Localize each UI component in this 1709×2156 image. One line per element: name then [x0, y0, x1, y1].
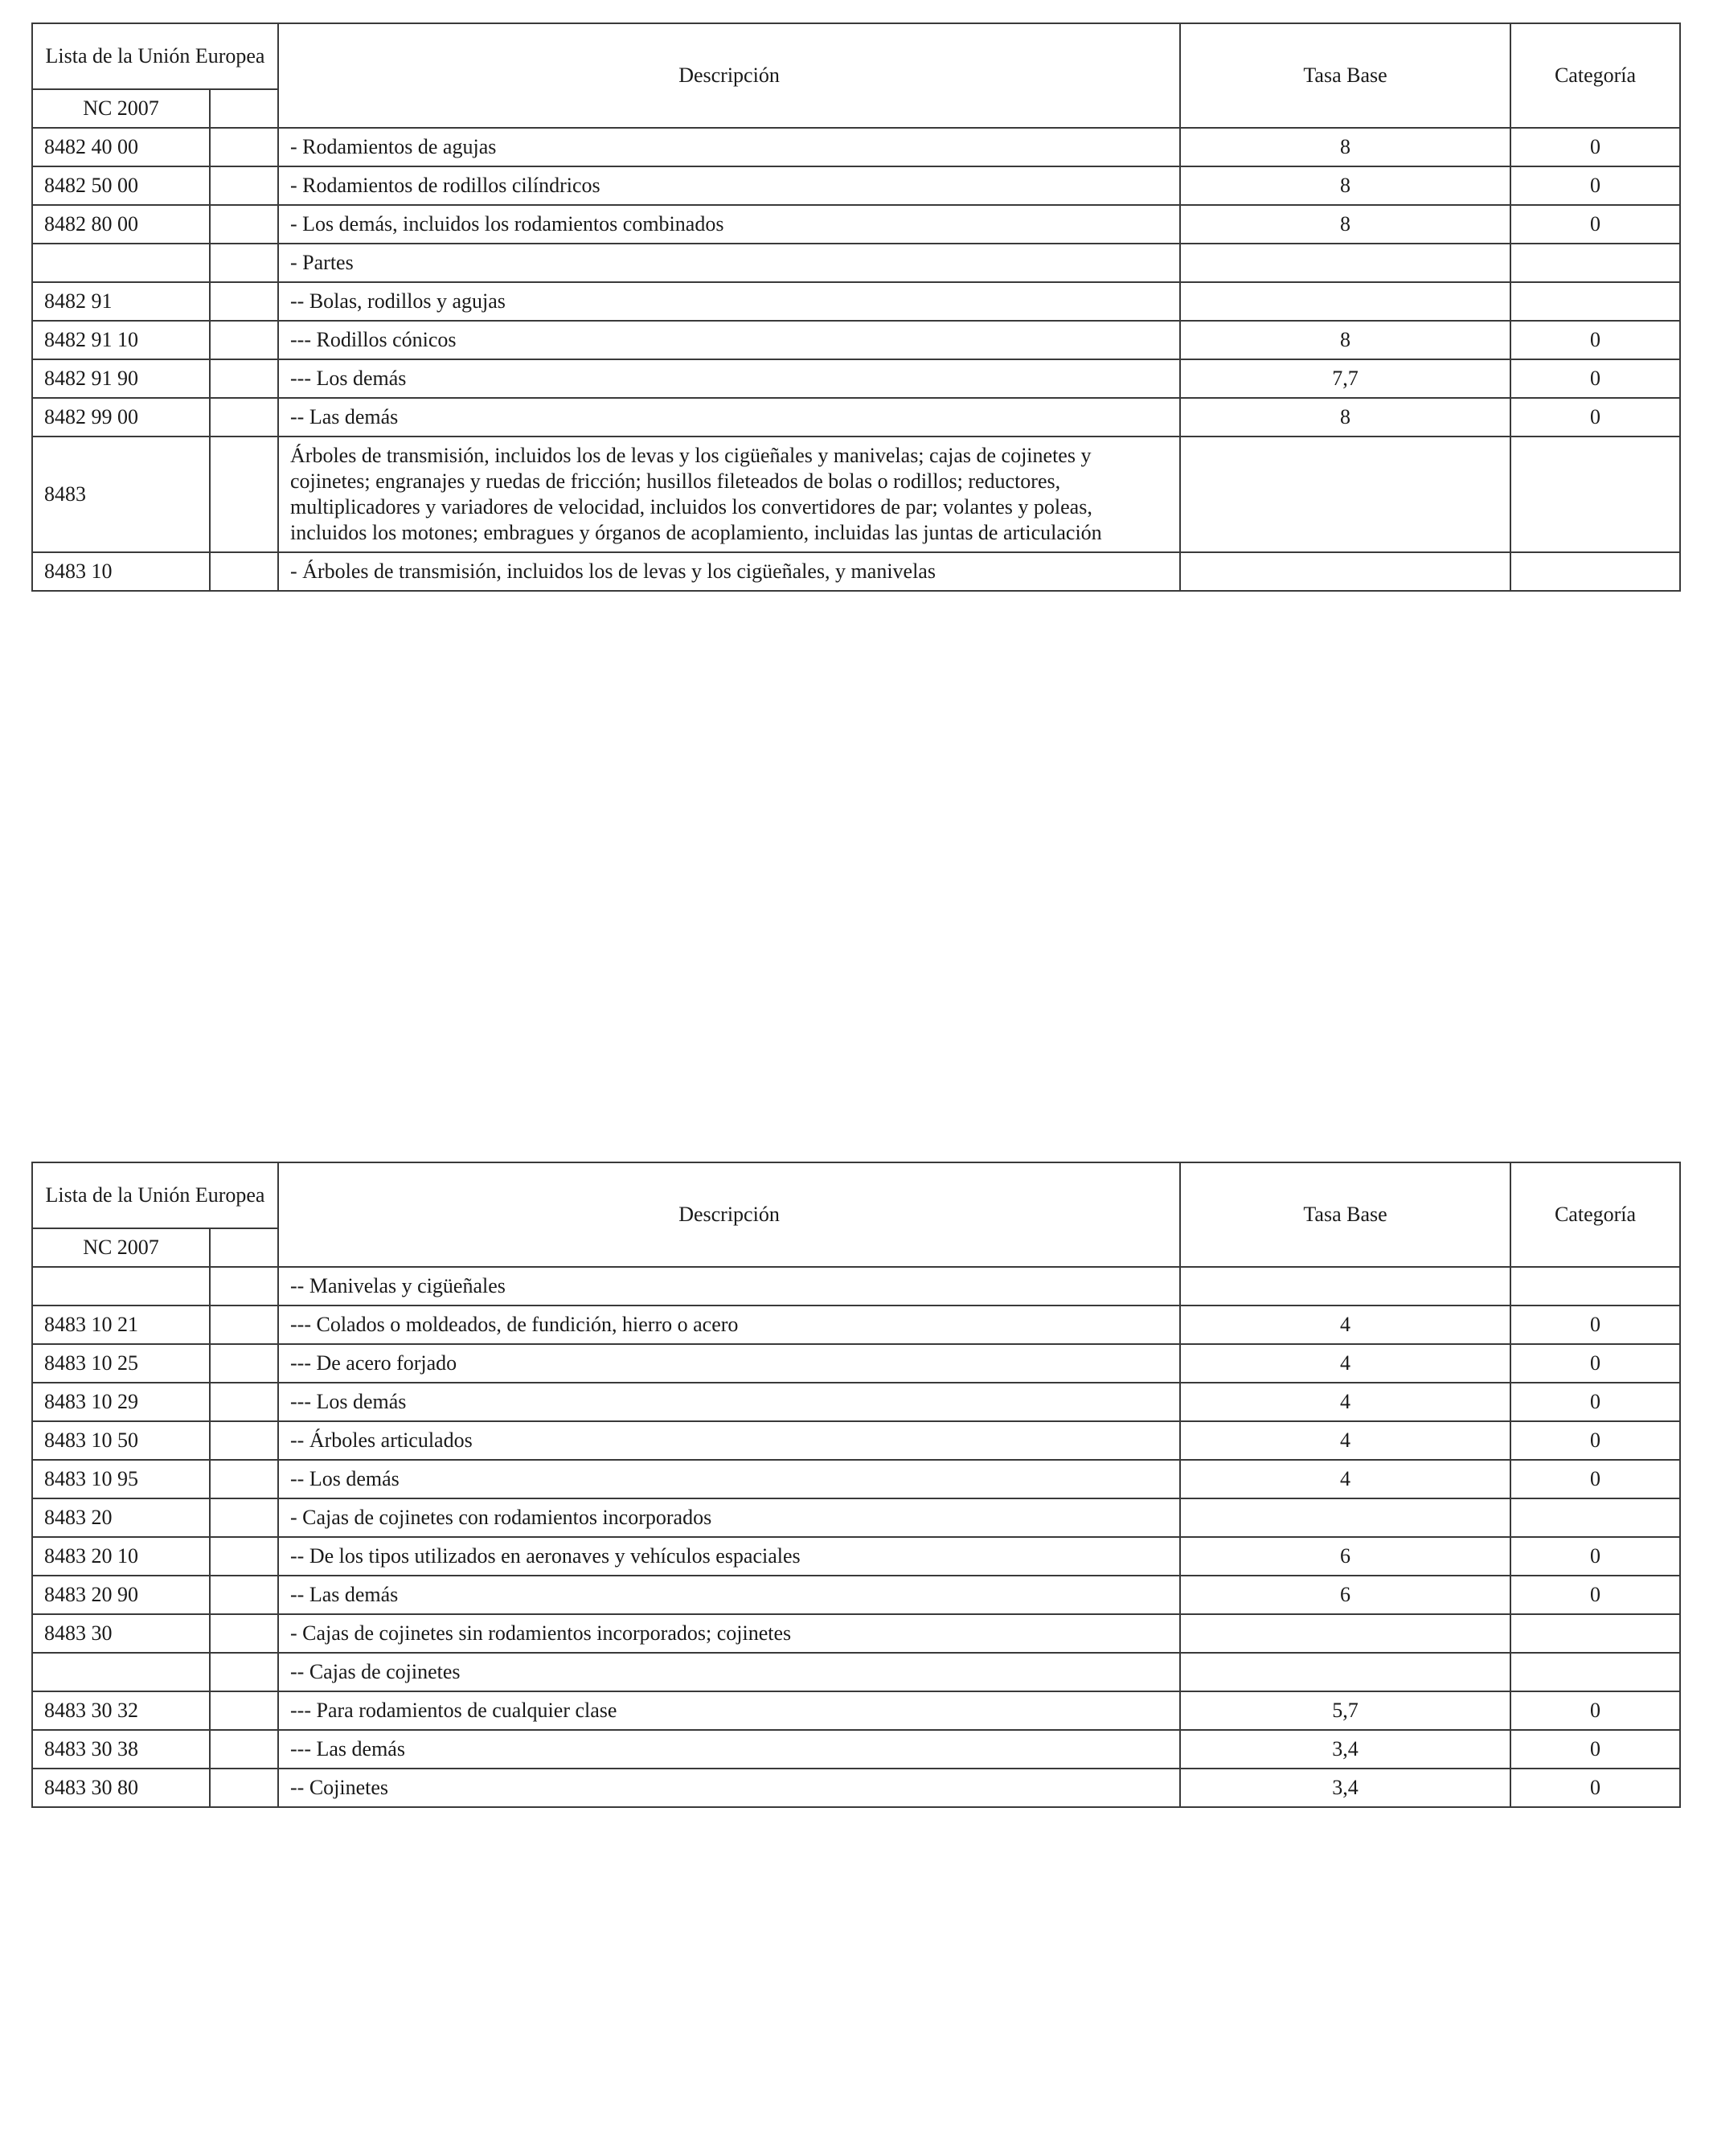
row-code: 8483 30 38: [32, 1730, 210, 1769]
header-list-title: Lista de la Unión Europea: [32, 1162, 278, 1228]
table-row: [32, 1383, 1680, 1421]
row-code: [32, 244, 210, 282]
row-sub: [210, 205, 278, 244]
row-rate: 6: [1180, 1576, 1510, 1614]
row-description: -- Las demás: [278, 1576, 1180, 1614]
table-row: [32, 166, 1680, 205]
row-category: 0: [1510, 1576, 1680, 1614]
row-sub: [210, 1305, 278, 1344]
tariff-table-2: [31, 1162, 1681, 1808]
header-rate: Tasa Base: [1180, 1162, 1510, 1267]
row-description: --- Colados o moldeados, de fundición, hierro o acero: [278, 1305, 1180, 1344]
header-nc: NC 2007: [32, 1228, 210, 1267]
tariff-table-1: [31, 23, 1681, 592]
row-category: 0: [1510, 359, 1680, 398]
row-category: [1510, 1267, 1680, 1305]
table-row: [32, 552, 1680, 591]
row-code: 8483 10 95: [32, 1460, 210, 1498]
row-rate: 8: [1180, 398, 1510, 437]
row-rate: 8: [1180, 166, 1510, 205]
row-description: --- De acero forjado: [278, 1344, 1180, 1383]
row-description: - Cajas de cojinetes con rodamientos incorporados: [278, 1498, 1180, 1537]
row-code: 8483 20 90: [32, 1576, 210, 1614]
row-rate: 3,4: [1180, 1730, 1510, 1769]
row-rate: 6: [1180, 1537, 1510, 1576]
header-empty-cell: [210, 89, 278, 128]
table-row: [32, 1730, 1680, 1769]
table-row: [32, 1691, 1680, 1730]
row-category: 0: [1510, 1730, 1680, 1769]
row-code: [32, 1267, 210, 1305]
row-rate: [1180, 1653, 1510, 1691]
row-code: 8482 40 00: [32, 128, 210, 166]
row-code: 8483 30: [32, 1614, 210, 1653]
header-empty-cell: [210, 1228, 278, 1267]
table-row: [32, 244, 1680, 282]
row-sub: [210, 1653, 278, 1691]
row-description: --- Los demás: [278, 1383, 1180, 1421]
header-category: Categoría: [1510, 1162, 1680, 1267]
row-rate: 4: [1180, 1383, 1510, 1421]
row-rate: 3,4: [1180, 1769, 1510, 1807]
row-sub: [210, 128, 278, 166]
row-rate: [1180, 1267, 1510, 1305]
row-sub: [210, 1421, 278, 1460]
row-category: 0: [1510, 1421, 1680, 1460]
row-rate: 5,7: [1180, 1691, 1510, 1730]
table-row: [32, 437, 1680, 552]
row-description: -- Árboles articulados: [278, 1421, 1180, 1460]
header-row: [32, 23, 1680, 89]
row-sub: [210, 1691, 278, 1730]
row-description: --- Los demás: [278, 359, 1180, 398]
row-rate: 7,7: [1180, 359, 1510, 398]
row-description: -- Los demás: [278, 1460, 1180, 1498]
row-sub: [210, 1537, 278, 1576]
header-nc: NC 2007: [32, 89, 210, 128]
row-rate: [1180, 437, 1510, 552]
row-sub: [210, 1730, 278, 1769]
row-category: 0: [1510, 128, 1680, 166]
table-row: [32, 1498, 1680, 1537]
table-row: [32, 321, 1680, 359]
row-code: 8483 10 29: [32, 1383, 210, 1421]
row-category: 0: [1510, 1383, 1680, 1421]
row-description: -- Cojinetes: [278, 1769, 1180, 1807]
row-description: -- Las demás: [278, 398, 1180, 437]
row-description: -- Manivelas y cigüeñales: [278, 1267, 1180, 1305]
row-category: [1510, 282, 1680, 321]
row-sub: [210, 1383, 278, 1421]
table-row: [32, 1267, 1680, 1305]
table-row: [32, 1305, 1680, 1344]
row-description: - Rodamientos de rodillos cilíndricos: [278, 166, 1180, 205]
header-category: Categoría: [1510, 23, 1680, 128]
row-sub: [210, 282, 278, 321]
row-code: 8483 10: [32, 552, 210, 591]
row-code: 8482 50 00: [32, 166, 210, 205]
row-code: 8482 80 00: [32, 205, 210, 244]
row-category: 0: [1510, 1460, 1680, 1498]
row-sub: [210, 359, 278, 398]
row-category: 0: [1510, 398, 1680, 437]
header-row: [32, 1162, 1680, 1228]
row-code: 8482 99 00: [32, 398, 210, 437]
row-code: [32, 1653, 210, 1691]
table-row: [32, 282, 1680, 321]
row-category: 0: [1510, 1305, 1680, 1344]
row-rate: [1180, 1614, 1510, 1653]
table-row: [32, 1769, 1680, 1807]
row-category: [1510, 244, 1680, 282]
row-description: -- Bolas, rodillos y agujas: [278, 282, 1180, 321]
row-code: 8483 10 50: [32, 1421, 210, 1460]
header-rate: Tasa Base: [1180, 23, 1510, 128]
table-row: [32, 1421, 1680, 1460]
table-row: [32, 1537, 1680, 1576]
row-rate: [1180, 282, 1510, 321]
row-sub: [210, 437, 278, 552]
header-description: Descripción: [278, 1162, 1180, 1267]
row-category: [1510, 1498, 1680, 1537]
row-sub: [210, 1576, 278, 1614]
row-code: 8483 20: [32, 1498, 210, 1537]
table-row: [32, 1460, 1680, 1498]
row-category: [1510, 437, 1680, 552]
row-description: -- Cajas de cojinetes: [278, 1653, 1180, 1691]
row-code: 8482 91 90: [32, 359, 210, 398]
table-row: [32, 205, 1680, 244]
row-sub: [210, 1460, 278, 1498]
row-code: 8483 10 25: [32, 1344, 210, 1383]
row-category: 0: [1510, 1537, 1680, 1576]
row-sub: [210, 321, 278, 359]
row-sub: [210, 166, 278, 205]
row-rate: [1180, 244, 1510, 282]
row-description: --- Las demás: [278, 1730, 1180, 1769]
row-rate: 4: [1180, 1421, 1510, 1460]
row-sub: [210, 1267, 278, 1305]
row-description: - Partes: [278, 244, 1180, 282]
row-code: 8483 20 10: [32, 1537, 210, 1576]
table-row: [32, 128, 1680, 166]
row-description: -- De los tipos utilizados en aeronaves y vehículos espaciales: [278, 1537, 1180, 1576]
row-description: - Cajas de cojinetes sin rodamientos incorporados; cojinetes: [278, 1614, 1180, 1653]
row-rate: 8: [1180, 321, 1510, 359]
row-description: Árboles de transmisión, incluidos los de levas y los cigüeñales y manivelas; cajas de cojinetes y cojinetes; engranajes y ruedas de fricción; husillos fileteados de bolas o rodillos; reductores, multiplicadores y variadores de velocidad, incluidos los convertidores de par; volantes y poleas, incluidos los motones; embragues y órganos de acoplamiento, incluidas las juntas de articulación: [278, 437, 1180, 552]
row-category: 0: [1510, 321, 1680, 359]
row-category: 0: [1510, 166, 1680, 205]
row-rate: 4: [1180, 1460, 1510, 1498]
row-description: --- Rodillos cónicos: [278, 321, 1180, 359]
table-row: [32, 1576, 1680, 1614]
row-rate: 4: [1180, 1344, 1510, 1383]
row-category: [1510, 552, 1680, 591]
row-sub: [210, 1344, 278, 1383]
header-description: Descripción: [278, 23, 1180, 128]
row-sub: [210, 398, 278, 437]
row-code: 8482 91: [32, 282, 210, 321]
row-category: 0: [1510, 1769, 1680, 1807]
row-description: - Rodamientos de agujas: [278, 128, 1180, 166]
row-description: --- Para rodamientos de cualquier clase: [278, 1691, 1180, 1730]
row-rate: 8: [1180, 205, 1510, 244]
row-category: [1510, 1653, 1680, 1691]
row-sub: [210, 552, 278, 591]
row-sub: [210, 1769, 278, 1807]
table-row: [32, 398, 1680, 437]
row-rate: 4: [1180, 1305, 1510, 1344]
row-code: 8483 30 32: [32, 1691, 210, 1730]
row-code: 8483 10 21: [32, 1305, 210, 1344]
table-row: [32, 1653, 1680, 1691]
header-list-title: Lista de la Unión Europea: [32, 23, 278, 89]
row-category: 0: [1510, 1344, 1680, 1383]
row-sub: [210, 1498, 278, 1537]
row-code: 8483 30 80: [32, 1769, 210, 1807]
row-sub: [210, 244, 278, 282]
row-description: - Los demás, incluidos los rodamientos combinados: [278, 205, 1180, 244]
row-code: 8482 91 10: [32, 321, 210, 359]
row-category: 0: [1510, 205, 1680, 244]
row-rate: [1180, 552, 1510, 591]
row-category: 0: [1510, 1691, 1680, 1730]
table-row: [32, 1344, 1680, 1383]
row-sub: [210, 1614, 278, 1653]
row-rate: 8: [1180, 128, 1510, 166]
table-row: [32, 359, 1680, 398]
row-code: 8483: [32, 437, 210, 552]
table-row: [32, 1614, 1680, 1653]
row-rate: [1180, 1498, 1510, 1537]
row-description: - Árboles de transmisión, incluidos los de levas y los cigüeñales, y manivelas: [278, 552, 1180, 591]
row-category: [1510, 1614, 1680, 1653]
